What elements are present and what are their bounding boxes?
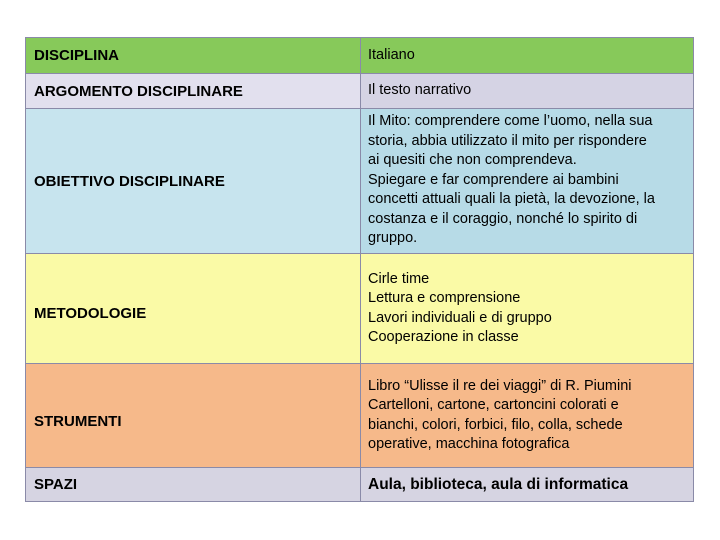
table-row-obiettivo [26, 109, 694, 254]
value-line: Aula, biblioteca, aula di informatica [368, 475, 629, 493]
label-disciplina: DISCIPLINA [26, 38, 361, 73]
value-line: storia, abbia utilizzato il mito per rispondere [368, 132, 647, 149]
value-strumenti [361, 364, 694, 467]
value-line: Spiegare e far comprendere ai bambini [368, 171, 619, 188]
table-row-argomento [26, 74, 694, 109]
value-line: Cooperazione in classe [368, 329, 519, 345]
value-line: Lavori individuali e di gruppo [368, 309, 552, 326]
value-line: Lettura e comprensione [368, 290, 521, 306]
value-line: concetti attuali quali la pietà, la devozione, la [368, 191, 655, 207]
lesson-plan-table [25, 37, 694, 502]
table-row-spazi [26, 468, 694, 502]
value-disciplina [361, 38, 694, 73]
value-line: Cartelloni, cartone, cartoncini colorati e [368, 397, 619, 413]
value-line: Italiano [368, 46, 415, 63]
value-line: costanza e il coraggio, nonché lo spirito di [368, 210, 638, 227]
value-line: operative, macchina fotografica [368, 436, 570, 452]
label-spazi: SPAZI [26, 468, 361, 501]
table-row-strumenti [26, 364, 694, 468]
value-line: Il testo narrativo [368, 82, 472, 99]
label-strumenti: STRUMENTI [26, 364, 361, 467]
label-argomento: ARGOMENTO DISCIPLINARE [26, 74, 361, 108]
value-spazi [361, 468, 694, 501]
value-line: Libro “Ulisse il re dei viaggi” di R. Piumini [368, 377, 632, 394]
value-obiettivo [361, 109, 694, 253]
value-line: Il Mito: comprendere come l’uomo, nella sua [368, 113, 653, 129]
label-metodologie: METODOLOGIE [26, 254, 361, 363]
label-obiettivo: OBIETTIVO DISCIPLINARE [26, 109, 361, 253]
table-row-metodologie [26, 254, 694, 364]
table-row-disciplina [26, 38, 694, 74]
value-line: ai quesiti che non comprendeva. [368, 152, 577, 168]
value-argomento [361, 74, 694, 108]
value-line: bianchi, colori, forbici, filo, colla, schede [368, 416, 623, 433]
value-metodologie [361, 254, 694, 363]
value-line: Cirle time [368, 270, 430, 287]
value-line: gruppo. [368, 230, 418, 246]
